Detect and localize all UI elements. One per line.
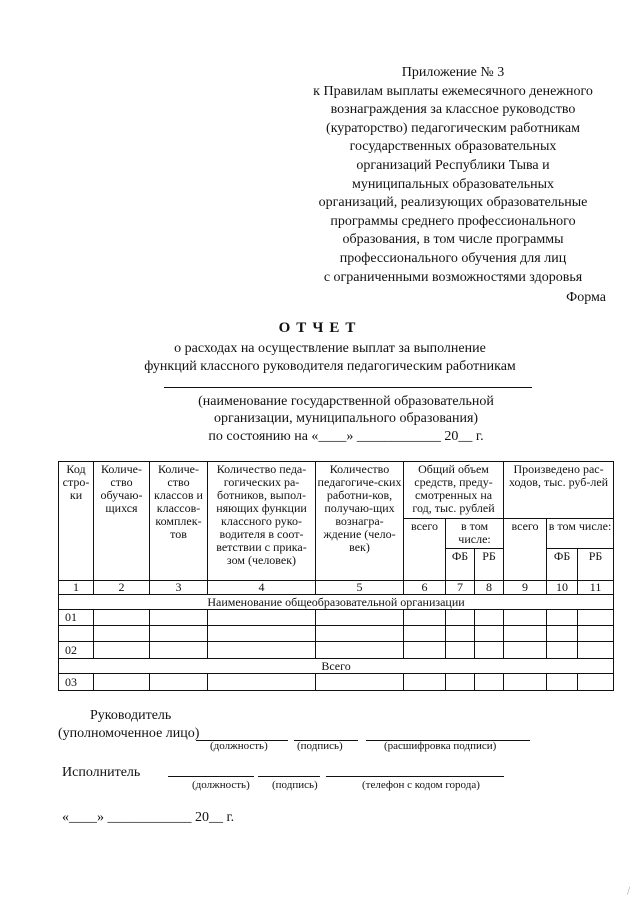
appendix-line: с ограниченными возможностями здоровья: [323, 269, 583, 285]
header-spent-incl: в том числе:: [547, 519, 614, 549]
org-name-line: [164, 387, 532, 388]
row-code: 03: [59, 674, 94, 691]
header-classes: Количе-ство классов и классов-комплек-тов: [150, 462, 208, 581]
header-students: Количе-ство обучаю-щихся: [94, 462, 150, 581]
header-volume-rb: РБ: [475, 549, 504, 581]
header-volume-fb: ФБ: [446, 549, 475, 581]
header-volume: Общий объем средств, преду-смотренных на год, тыс. рублей: [404, 462, 504, 519]
appendix-line: программы среднего профессионального: [330, 213, 576, 229]
org-caption-line: (наименование государственной образовательной: [198, 394, 494, 409]
appendix-line: организаций, реализующих образовательные: [318, 195, 588, 211]
appendix-line: к Правилам выплаты ежемесячного денежного: [313, 83, 593, 99]
position-caption-2: (должность): [192, 779, 250, 791]
header-spent-fb: ФБ: [547, 549, 578, 581]
header-spent: Произведено рас-ходов, тыс. руб-лей: [504, 462, 614, 519]
table-row: [59, 626, 614, 642]
report-date: «____» ____________ 20__ г.: [62, 810, 235, 825]
org-caption-line: организации, муниципального образования): [213, 411, 479, 426]
col-number: 7: [446, 581, 475, 595]
col-number: 11: [578, 581, 614, 595]
appendix-line: вознаграждения за классное руководство: [330, 102, 576, 118]
subtitle-line: функций классного руководителя педагогическим работникам: [144, 359, 516, 374]
form-label: Форма: [566, 290, 606, 305]
header-spent-rb: РБ: [578, 549, 614, 581]
appendix-line: образования, в том числе программы: [342, 232, 564, 248]
table-row: [59, 674, 614, 691]
signature-caption-2: (подпись): [272, 779, 318, 791]
phone-caption: (телефон с кодом города): [362, 779, 480, 791]
col-number: 8: [475, 581, 504, 595]
signature-line-2: [258, 776, 320, 777]
phone-line: [326, 776, 504, 777]
appendix-line: государственных образовательных: [349, 139, 557, 155]
org-caption: [140, 393, 552, 427]
page-mark: ⁄: [626, 886, 632, 897]
header-volume-total: всего: [404, 519, 446, 581]
col-number: 6: [404, 581, 446, 595]
as-of-date: по состоянию на «____» ____________ 20__ г.: [208, 429, 484, 444]
table-row: [59, 610, 614, 626]
col-number: 1: [59, 581, 94, 595]
header-code: Код стро-ки: [59, 462, 94, 581]
col-number: 4: [208, 581, 316, 595]
report-table: [58, 461, 614, 691]
row-code: 02: [59, 642, 94, 659]
header-teachers-reward: Количество педагогиче-ских работни-ков, получаю-щих вознагра-ждение (чело-век): [316, 462, 404, 581]
header-spent-total: всего: [504, 519, 547, 581]
signature-caption: (подпись): [297, 740, 343, 752]
appendix-line: муниципальных образовательных: [351, 176, 555, 192]
subtitle-line: о расходах на осуществление выплат за выполнение: [174, 341, 486, 356]
col-number: 10: [547, 581, 578, 595]
table-row: [59, 642, 614, 659]
section-label: Наименование общеобразовательной организации: [59, 595, 614, 610]
appendix-block: [300, 64, 606, 287]
executor-label: Исполнитель: [62, 765, 141, 780]
document-subtitle: [70, 340, 590, 376]
header-volume-incl: в том числе:: [446, 519, 504, 549]
col-number: 5: [316, 581, 404, 595]
appendix-line: (кураторство) педагогическим работникам: [326, 120, 580, 136]
position-line-2: [168, 776, 254, 777]
col-number: 9: [504, 581, 547, 595]
decoding-caption: (расшифровка подписи): [384, 740, 497, 752]
document-title: ОТЧЕТ: [278, 320, 362, 336]
head-label-2: (уполномоченное лицо): [58, 726, 200, 741]
row-code: 01: [59, 610, 94, 626]
appendix-line: организаций Республики Тыва и: [356, 157, 550, 173]
total-label: Всего: [59, 659, 614, 674]
header-teachers-class: Количество педа-гогических ра-ботников, выпол-няющих функции классного руко-водителя в соот-ветствии с прика-зом (человек): [208, 462, 316, 581]
head-label: Руководитель: [90, 708, 172, 723]
col-number: 3: [150, 581, 208, 595]
col-number: 2: [94, 581, 150, 595]
appendix-title: Приложение № 3: [401, 65, 505, 80]
appendix-line: профессионального обучения для лиц: [339, 250, 567, 266]
position-caption: (должность): [210, 740, 268, 752]
